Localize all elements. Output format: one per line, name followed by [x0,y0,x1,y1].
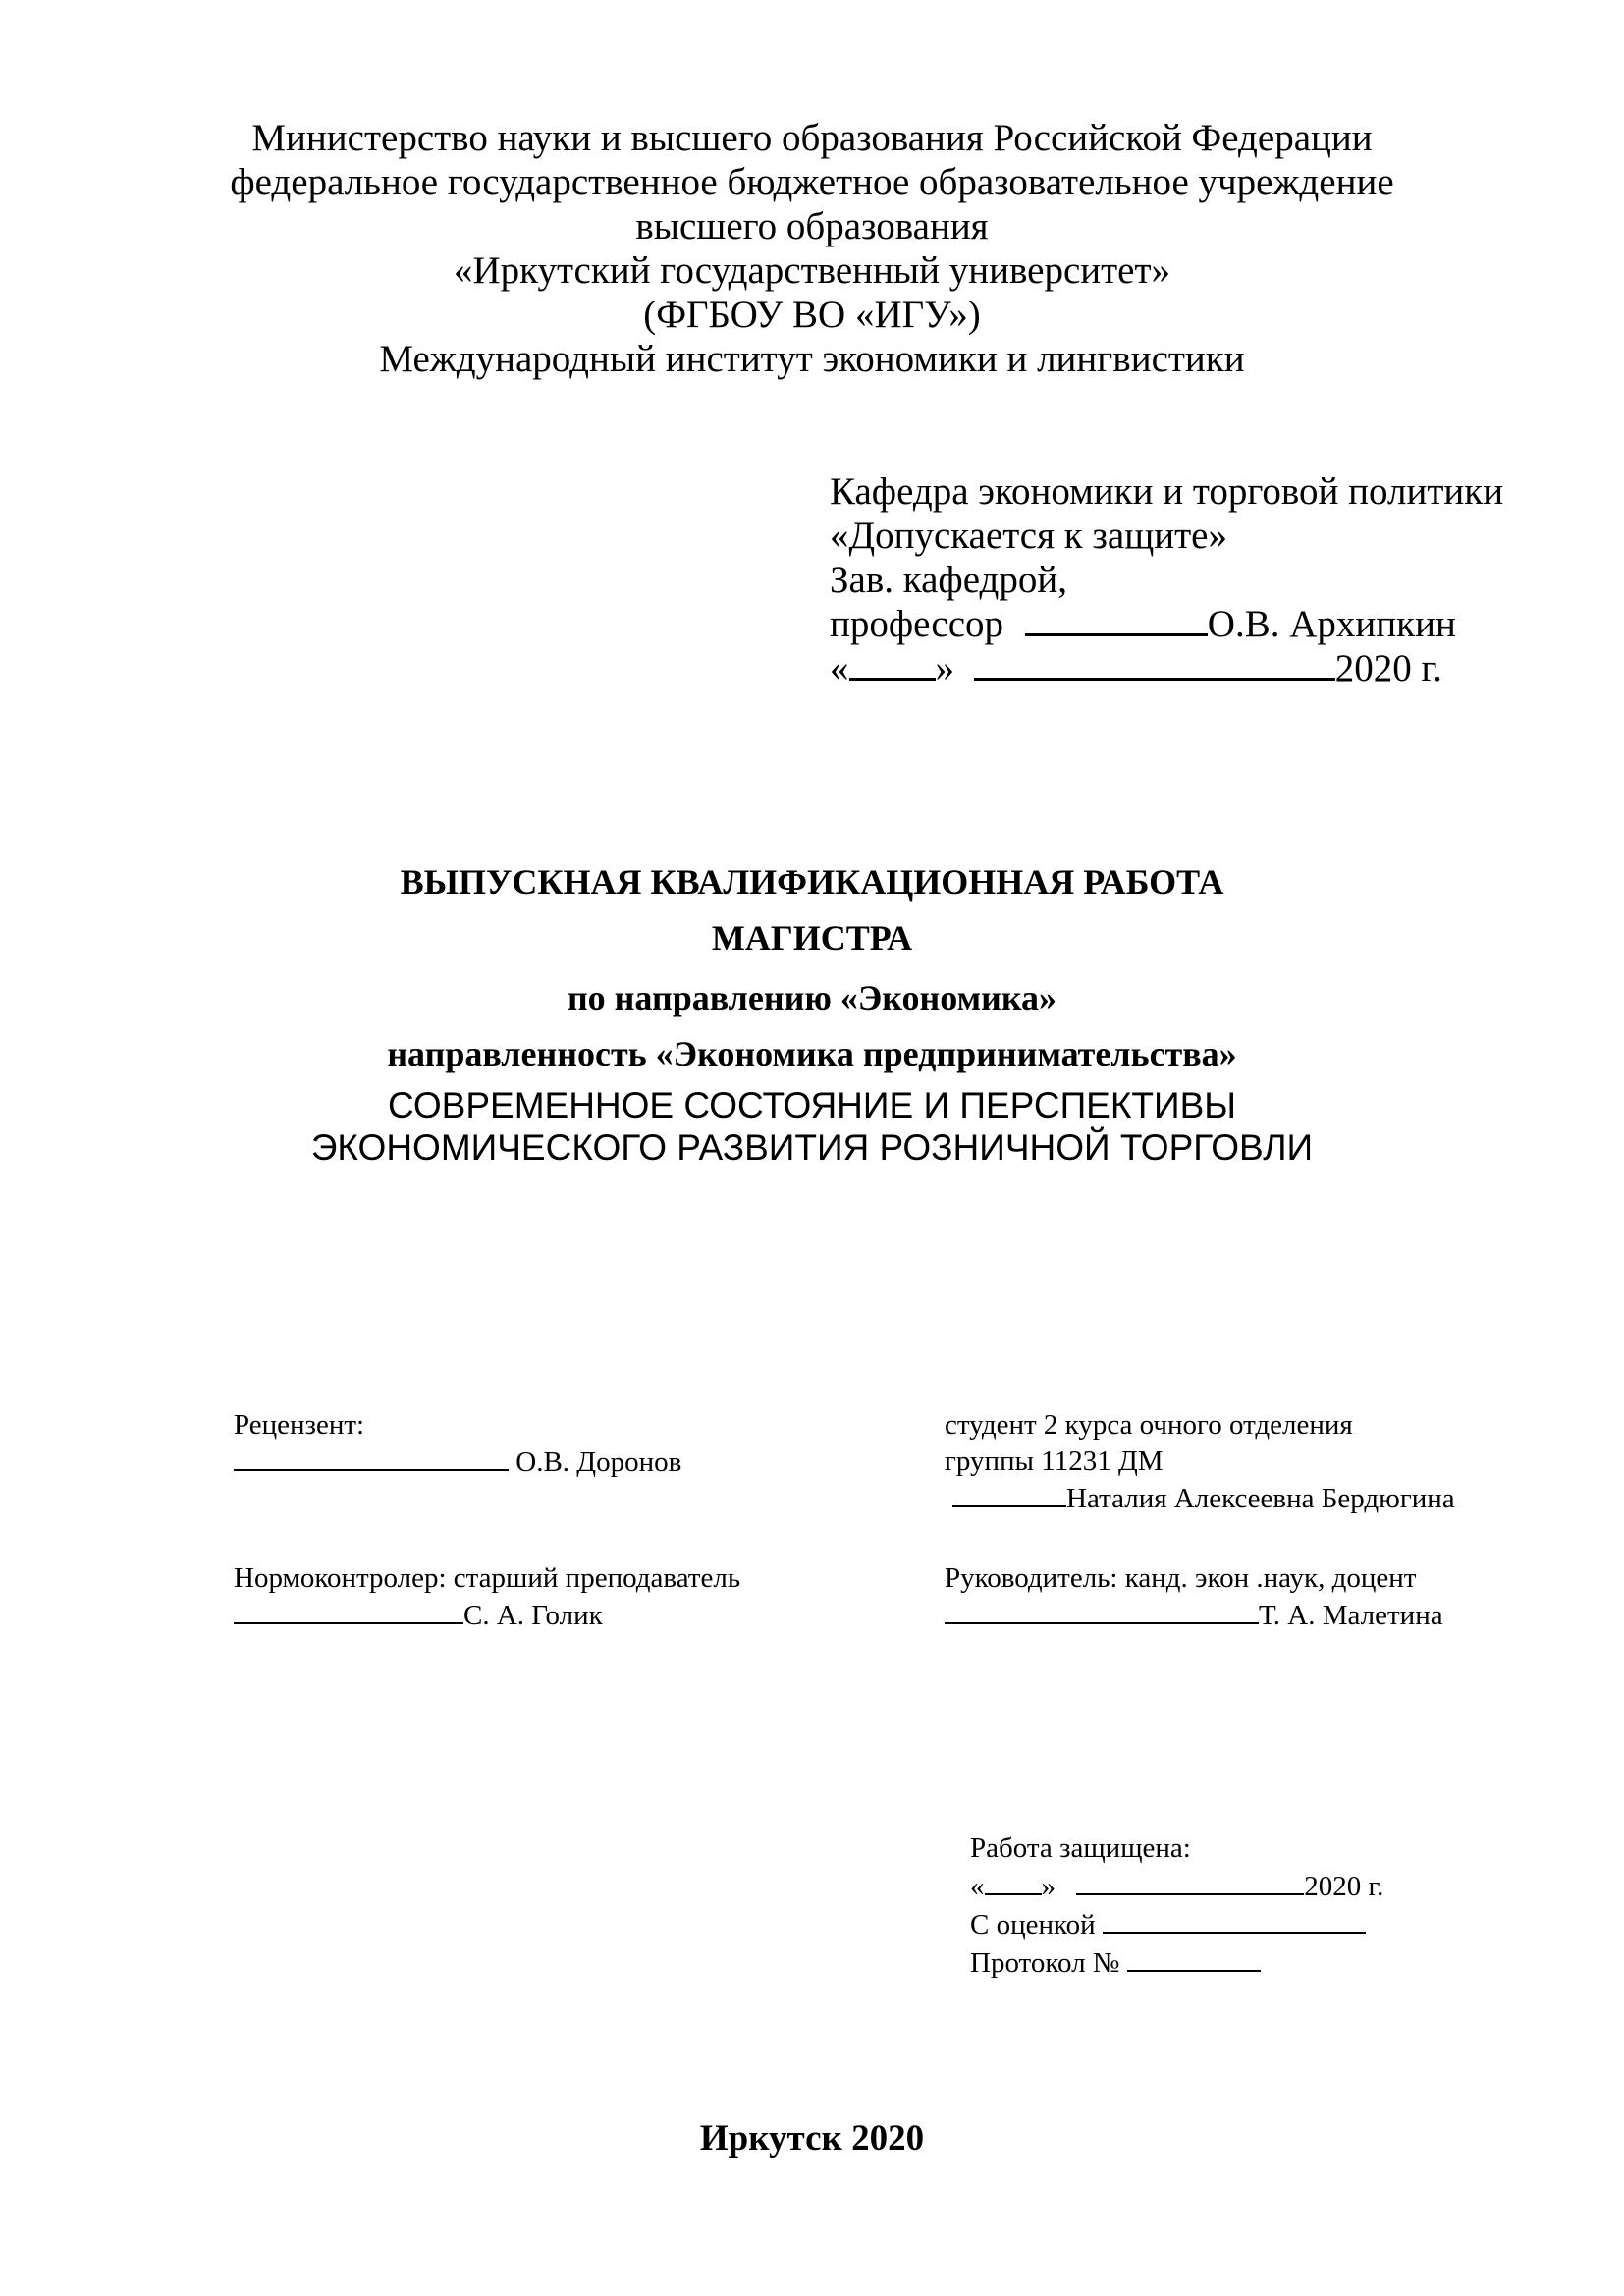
date-year: 2020 г. [1334,647,1442,689]
student-course-line: студент 2 курса очного отделения [945,1409,1353,1441]
city-year: Иркутск 2020 [699,2118,925,2159]
student-name: Наталия Алексеевна Бердюгина [1066,1483,1455,1514]
student-signature-blank [952,1480,1066,1507]
student-signature-line [945,1480,1455,1517]
reviewer-signature-line [234,1444,681,1481]
supervisor-signature-line [945,1597,1443,1634]
date-open-quote: « [830,647,849,689]
head-line: Зав. кафедрой, [830,559,1067,601]
approval-date-line [830,646,1503,690]
professor-prefix: профессор [830,603,1004,645]
work-title-line1: ВЫПУСКНАЯ КВАЛИФИКАЦИОННАЯ РАБОТА [400,862,1224,902]
university-abbr-line: (ФГБОУ ВО «ИГУ») [643,294,981,336]
defense-block [970,1830,1383,1983]
supervisor-label: Руководитель: канд. экон .наук, доцент [945,1562,1417,1594]
date-close-quote: » [935,647,954,689]
normcontrol-name: С. А. Голик [463,1600,603,1631]
topic-line1: СОВРЕМЕННОЕ СОСТОЯНИЕ И ПЕРСПЕКТИВЫ [387,1085,1237,1125]
defense-protocol-line [970,1944,1383,1983]
university-name-line: «Иркутский государственный университет» [453,249,1171,292]
admitted-line: «Допускается к защите» [830,515,1227,557]
student-group-line: группы 11231 ДМ [945,1446,1164,1477]
supervisor-block [945,1560,1443,1634]
defense-month-blank [1076,1868,1304,1895]
institution-type-line: федеральное государственное бюджетное образовательное учреждение [230,161,1394,203]
defense-date-close: » [1041,1871,1056,1902]
topic-line2: ЭКОНОМИЧЕСКОГО РАЗВИТИЯ РОЗНИЧНОЙ ТОРГОВЛИ [310,1127,1314,1168]
supervisor-signature-blank [945,1597,1259,1624]
department-line: Кафедра экономики и торговой политики [830,470,1504,513]
defense-day-blank [985,1868,1042,1895]
work-title-block [0,854,1624,1169]
direction-line: по направлению «Экономика» [567,978,1057,1017]
month-blank [974,646,1335,681]
reviewer-label: Рецензент: [234,1409,365,1441]
defense-label: Работа защищена: [970,1832,1191,1864]
protocol-label: Протокол № [970,1947,1120,1979]
reviewer-block [234,1407,681,1481]
defense-grade-line [970,1906,1383,1944]
institution-header [0,116,1624,381]
focus-line: направленность «Экономика предпринимательства» [387,1034,1237,1073]
ministry-line: Министерство науки и высшего образования Российской Федерации [251,117,1373,159]
reviewer-signature-blank [234,1444,509,1471]
reviewer-name: О.В. Доронов [515,1447,682,1478]
normcontrol-signature-line [234,1597,740,1634]
approval-block [830,469,1503,690]
education-level-line: высшего образования [635,205,989,247]
student-block [945,1407,1455,1517]
normcontrol-signature-blank [234,1597,463,1624]
supervisor-name: Т. А. Малетина [1259,1600,1443,1631]
normcontrol-label: Нормоконтролер: старший преподаватель [234,1562,741,1594]
institute-line: Международный институт экономики и лингвистики [379,338,1245,380]
defense-date-open: « [970,1871,985,1902]
professor-name: О.В. Архипкин [1207,603,1456,645]
work-title-line2: МАГИСТРА [711,918,913,957]
grade-label: С оценкой [970,1909,1096,1941]
signature-blank [1025,602,1208,636]
protocol-blank [1127,1944,1261,1972]
defense-year: 2020 г. [1304,1871,1384,1902]
grade-blank [1103,1906,1366,1934]
day-blank [849,646,936,681]
professor-line [830,602,1503,646]
defense-date-line [970,1868,1383,1906]
normcontrol-block [234,1560,740,1634]
